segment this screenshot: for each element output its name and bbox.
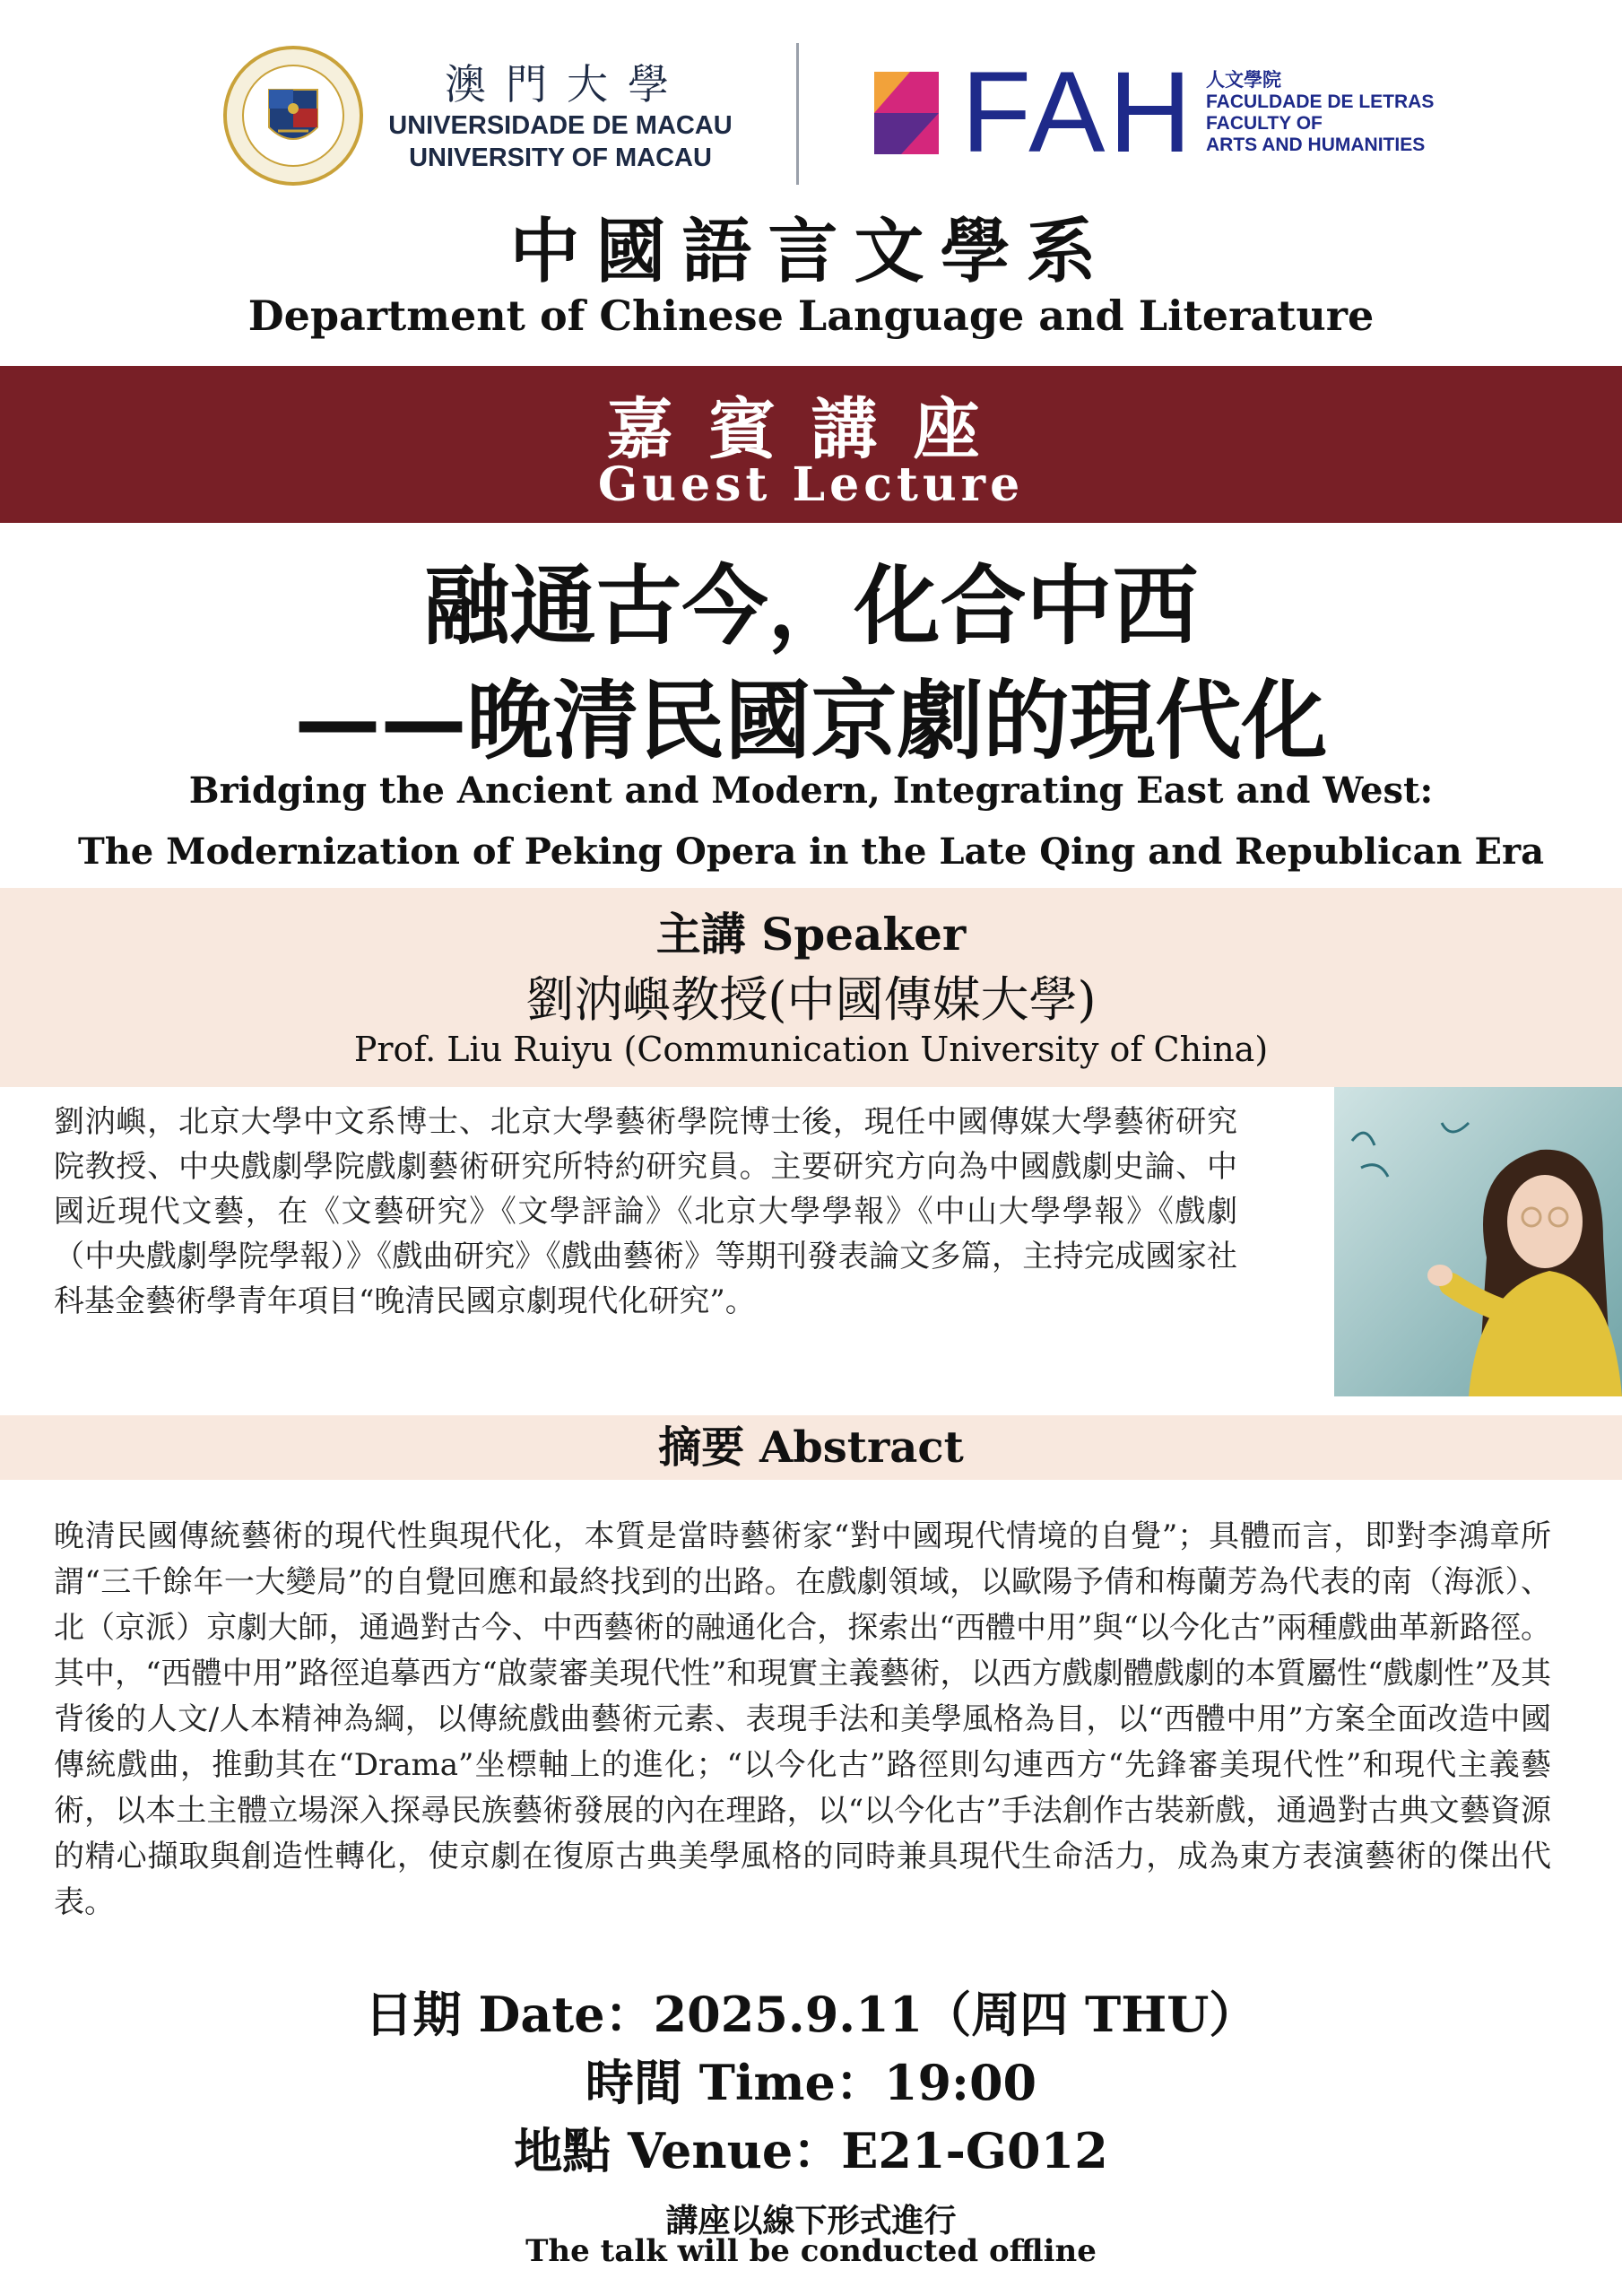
- fah-name-chinese: 人文學院: [1206, 70, 1281, 91]
- speaker-name-english: Prof. Liu Ruiyu (Communication University of China): [353, 1030, 1269, 1069]
- header-divider: [796, 43, 799, 185]
- speaker-name-chinese: 劉汭嶼教授(中國傳媒大學): [525, 971, 1097, 1028]
- banner-label-chinese: 嘉賓講座: [606, 391, 1016, 468]
- fah-name-english-2: ARTS AND HUMANITIES: [1206, 135, 1426, 155]
- fah-name-portuguese: FACULDADE DE LETRAS: [1206, 91, 1435, 112]
- event-mode-chinese: 講座以線下形式進行: [665, 2202, 957, 2239]
- um-name-english: UNIVERSITY OF MACAU: [409, 144, 712, 172]
- speaker-bio: 劉汭嶼，北京大學中文系博士、北京大學藝術學院博士後，現任中國傳媒大學藝術研究院教授、中央戲劇學院戲劇藝術研究所特約研究員。主要研究方向為中國戲劇史論、中國近現代文藝，在《文藝研究》《文學評論》《北京大學學報》《中山大學學報》《戲劇（中央戲劇學院學報）》《戲曲研究》《戲曲藝術》等期刊發表論文多篇，主持完成國家社科基金藝術學青年項目“晚清民國京劇現代化研究”。: [54, 1104, 1237, 1319]
- fah-logo-text: FAH: [961, 48, 1195, 177]
- event-venue: 地點 Venue：E21-G012: [514, 2122, 1108, 2179]
- um-name-portuguese: UNIVERSIDADE DE MACAU: [388, 111, 733, 140]
- university-of-macau-seal: [222, 45, 364, 187]
- banner-label-english: Guest Lecture: [597, 457, 1025, 512]
- speaker-photo: [1334, 1087, 1622, 1396]
- speaker-heading: 主講 Speaker: [655, 908, 967, 961]
- department-name-chinese: 中國語言文學系: [509, 211, 1113, 292]
- event-date: 日期 Date：2025.9.11（周四 THU）: [364, 1986, 1258, 2043]
- um-name-chinese: 澳門大學: [445, 60, 689, 109]
- lecture-title-english-line1: Bridging the Ancient and Modern, Integrating East and West:: [188, 770, 1434, 812]
- event-time: 時間 Time：19:00: [585, 2054, 1037, 2111]
- lecture-title-english-line2: The Modernization of Peking Opera in the Late Qing and Republican Era: [77, 831, 1545, 873]
- abstract-text: 晚清民國傳統藝術的現代性與現代化，本質是當時藝術家“對中國現代情境的自覺”；具體而言，即對李鴻章所謂“三千餘年一大變局”的自覺回應和最終找到的出路。在戲劇領域，以歐陽予倩和梅蘭芳為代表的南（海派）、北（京派）京劇大師，通過對古今、中西藝術的融通化合，探索出“西體中用”與“以今化古”兩種戲曲革新路徑。其中，“西體中用”路徑追摹西方“啟蒙審美現代性”和現實主義藝術，以西方戲劇體戲劇的本質屬性“戲劇性”及其背後的人文/人本精神為綱，以傳統戲曲藝術元素、表現手法和美學風格為目，以“西體中用”方案全面改造中國傳統戲曲，推動其在“Drama”坐標軸上的進化；“以今化古”路徑則勾連西方“先鋒審美現代性”和現代主義藝術，以本土主體立場深入探尋民族藝術發展的內在理路，以“以今化古”手法創作古裝新戲，通過對古典文藝資源的精心擷取與創造性轉化，使京劇在復原古典美學風格的同時兼具現代生命活力，成為東方表演藝術的傑出代表。: [54, 1518, 1551, 1920]
- abstract-heading: 摘要 Abstract: [658, 1422, 964, 1473]
- event-mode-english: The talk will be conducted offline: [525, 2233, 1097, 2269]
- lecture-title-chinese-line2: ——晚清民國京劇的現代化: [294, 671, 1328, 771]
- department-name-english: Department of Chinese Language and Literature: [247, 291, 1375, 340]
- fah-name-english-1: FACULTY OF: [1206, 113, 1323, 134]
- lecture-title-chinese-line1: 融通古今，化合中西: [423, 556, 1199, 657]
- fah-faculty-name: [1206, 70, 1493, 156]
- fah-color-mark-icon: [874, 72, 939, 154]
